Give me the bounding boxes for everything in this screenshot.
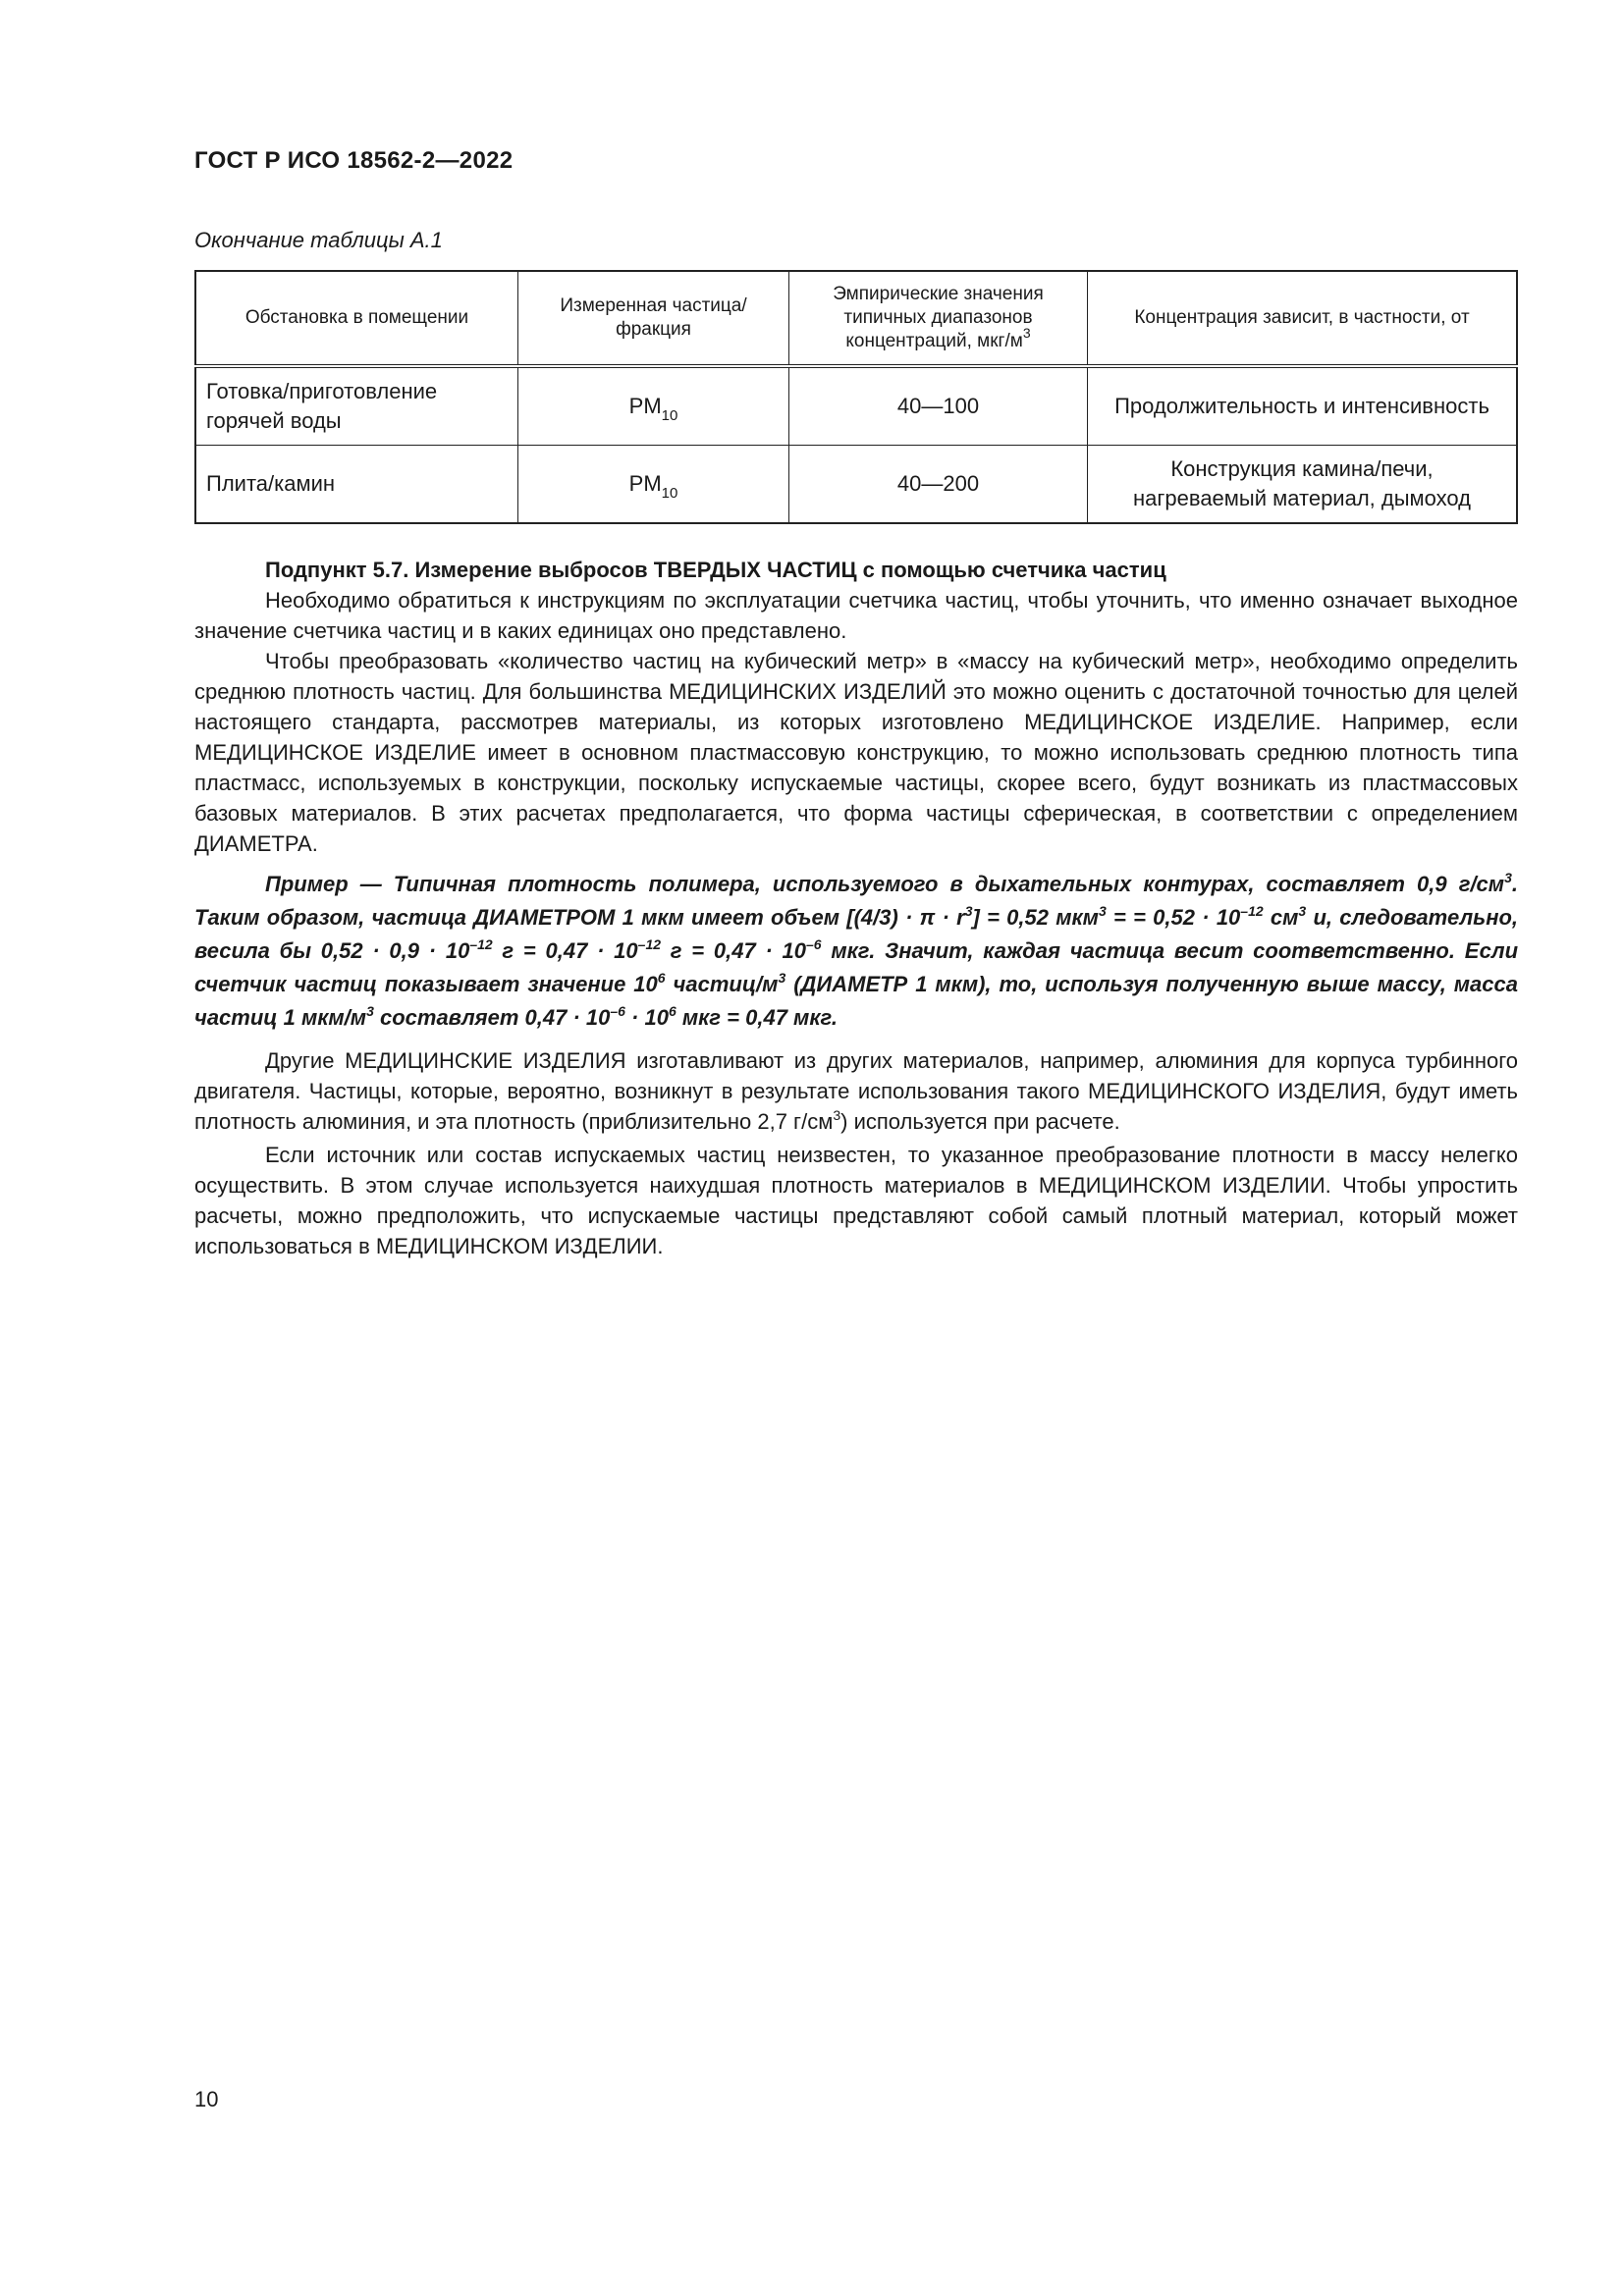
- table-row: [195, 366, 1517, 445]
- subclause-heading: Подпункт 5.7. Измерение выбросов ТВЕРДЫХ ЧАСТИЦ с помощью счетчика частиц: [265, 558, 1166, 582]
- paragraph: Если источник или состав испускаемых частиц неизвестен, то указанное преобразование плотности в массу нелегко осуществить. В этом случае используется наихудшая плотность материалов в МЕДИЦИНСКОМ ИЗДЕЛИИ. Чтобы упростить расчеты, можно предположить, что испускаемые частицы представляют собой самый плотный материал, который может использоваться в МЕДИЦИНСКОМ ИЗДЕЛИИ.: [194, 1143, 1518, 1258]
- cell-range: 40—200: [789, 445, 1088, 523]
- cell-setting: Готовка/приготовление горячей воды: [195, 366, 518, 445]
- paragraph: Другие МЕДИЦИНСКИЕ ИЗДЕЛИЯ изготавливают из других материалов, например, алюминия для корпуса турбинного двигателя. Частицы, которые, вероятно, возникнут в результате использования такого МЕДИЦИНСКОГО ИЗДЕЛИЯ, будут иметь плотность алюминия, и эта плотность (приблизительно 2,7 $г/см^3$) используется при расчете.: [194, 1048, 1518, 1134]
- paragraph: Чтобы преобразовать «количество частиц на кубический метр» в «массу на кубический метр», необходимо определить среднюю плотность частиц. Для большинства МЕДИЦИНСКИХ ИЗДЕЛИЙ это можно оценить с достаточной точностью для целей настоящего стандарта, рассмотрев материалы, из которых изготовлено МЕДИЦИНСКОЕ ИЗДЕЛИЕ. Например, если МЕДИЦИНСКОЕ ИЗДЕЛИЕ имеет в основном пластмассовую конструкцию, то можно использовать среднюю плотность типа пластмасс, используемых в конструкции, поскольку испускаемые частицы, скорее всего, будут возникать из пластмассовых базовых материалов. В этих расчетах предполагается, что форма частицы сферическая, в соответствии с определением ДИАМЕТРА.: [194, 649, 1518, 856]
- header-particle: Измеренная частица/ фракция: [518, 271, 789, 366]
- paragraph: Необходимо обратиться к инструкциям по эксплуатации счетчика частиц, чтобы уточнить, что именно означает выходное значение счетчика частиц и в каких единицах оно представлено.: [194, 588, 1518, 643]
- body-text: [194, 555, 1518, 1261]
- cell-particle: $PM_{10}$: [518, 366, 789, 445]
- header-setting: Обстановка в помещении: [195, 271, 518, 366]
- cell-range: 40—100: [789, 366, 1088, 445]
- table-row: [195, 445, 1517, 523]
- table-header-row: [195, 271, 1517, 366]
- header-depends: Концентрация зависит, в частности, от: [1088, 271, 1518, 366]
- cell-setting: Плита/камин: [195, 445, 518, 523]
- header-range: Эмпирические значения типичных диапазонов концентраций, мкг/$м^3$: [789, 271, 1088, 366]
- table-caption: Окончание таблицы А.1: [194, 228, 443, 252]
- cell-particle: $PM_{10}$: [518, 445, 789, 523]
- cell-depends: Конструкция камина/печи, нагреваемый материал, дымоход: [1088, 445, 1518, 523]
- page-number: 10: [194, 2087, 219, 2111]
- cell-depends: Продолжительность и интенсивность: [1088, 366, 1518, 445]
- standard-header: ГОСТ Р ИСО 18562-2—2022: [194, 147, 514, 174]
- example-paragraph: Пример — Типичная плотность полимера, используемого в дыхательных контурах, составляет 0,9 $г/см^3$. Таким образом, частица ДИАМЕТРОМ 1 мкм имеет объем $[(4/3) \cdot \pi \cdot r^3] = 0,52$ мкм$^3$ = = $0,52 \cdot 10^{-12}$ $см^3$ и, следовательно, весила бы $0,52 \cdot 0,9 \cdot 10^{-12}$ $г = 0,47 \cdot 10^{-12}$ $г = 0,47 \cdot 10^{-6}$ мкг. Значит, каждая частица весит соответственно. Если счетчик частиц показывает значение $10^6$ частиц/$м^3$ (ДИАМЕТР 1 мкм), то, используя полученную выше массу, масса частиц 1 мкм/$м^3$ составляет $0,47 \cdot 10^{-6} \cdot 10^6$ мкг = 0,47 мкг.: [194, 870, 1519, 1030]
- data-table: [194, 270, 1518, 524]
